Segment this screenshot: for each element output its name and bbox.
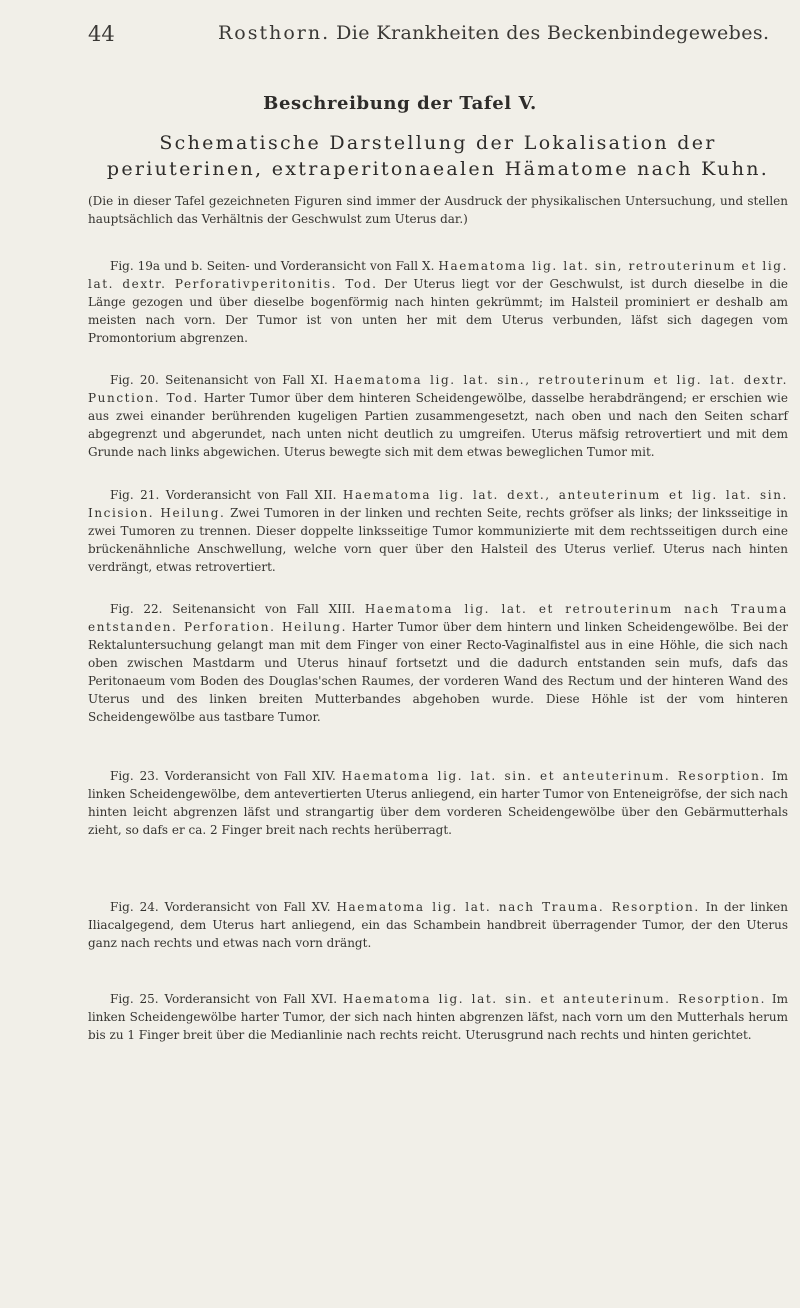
figure-intro: Fig. 19a und b. Seiten- und Vorderansicht von Fall X. [110, 259, 435, 273]
running-header [88, 22, 800, 48]
figure-text: Der Uterus liegt vor der Geschwulst, ist durch dieselbe in die Länge gezogen und über dieselbe bogenförmig nach hinten gekrümmt; im Halsteil prominiert er deshalb am meisten nach vorn. Der Tumor ist von unten her mit dem Uterus verbunden, läfst sich dagegen vom Promontorium abgrenzen. [88, 277, 789, 345]
figure-diagnosis: Haematoma lig. lat. et retrouterinum nach Trauma entstanden. Perforation. Heilung. [88, 602, 788, 634]
figure-description [88, 898, 788, 952]
figure-description [88, 486, 788, 576]
figure-intro: Fig. 25. Vorderansicht von Fall XVI. [110, 992, 338, 1006]
figure-text: Im linken Scheidengewölbe, dem antevertierten Uterus anliegend, ein harter Tumor von Enteneigröfse, der sich nach hinten leicht abgrenzen läfst und strangartig über dem vorderen Scheidengewölbe über den Gebärmutterhals zieht, so dafs er ca. 2 Finger breit nach rechts herüberragt. [88, 769, 788, 837]
figure-intro: Fig. 24. Vorderansicht von Fall XV. [110, 900, 331, 914]
figure-diagnosis: Haematoma lig. lat. sin, retrouterinum et lig. lat. dextr. Perforativperitonitis. Tod. [88, 259, 788, 291]
figure-diagnosis: Haematoma lig. lat. dext., anteuterinum et lig. lat. sin. Incision. Heilung. [88, 488, 788, 520]
figure-diagnosis: Haematoma lig. lat. sin., retrouterinum et lig. lat. dextr. Punction. Tod. [88, 373, 788, 405]
plate-subtitle: Schematische Darstellung der Lokalisation der periuterinen, extraperitonaealen Hämatome nach Kuhn. [106, 132, 770, 180]
running-title [218, 22, 769, 44]
figure-diagnosis: Haematoma lig. lat. sin. et anteuterinum. Resorption. [342, 992, 766, 1006]
running-title-text: Die Krankheiten des Beckenbindegewebes. [336, 22, 770, 44]
figure-text: In der linken Iliacalgegend, dem Uterus hart anliegend, ein das Schambein handbreit überragender Tumor, der den Uterus ganz nach rechts und etwas nach vorn drängt. [88, 900, 788, 950]
figure-intro: Fig. 23. Vorderansicht von Fall XIV. [110, 769, 336, 783]
figure-intro: Fig. 22. Seitenansicht von Fall XIII. [110, 602, 356, 616]
figure-description [88, 371, 788, 461]
figure-diagnosis: Haematoma lig. lat. nach Trauma. Resorption. [336, 900, 700, 914]
figure-description [88, 990, 788, 1044]
plate-title: Beschreibung der Tafel V. [263, 93, 537, 114]
figure-text: Harter Tumor über dem hintern und linken Scheidengewölbe. Bei der Rektaluntersuchung gelangt man mit dem Finger von einer Recto-Vaginalfistel aus in eine Höhle, die sich nach oben zwischen Mastdarm und Uterus hinauf fortsetzt und die dadurch entstanden sein mufs, dafs das Peritonaeum vom Boden des Douglas'schen Raumes, der vorderen Wand des Rectum und der hinteren Wand des Uterus und des linken breiten Mutterbandes abgehoben wurde. Diese Höhle ist der vom hinteren Scheidengewölbe aus tastbare Tumor. [88, 620, 788, 724]
figure-description [88, 600, 788, 726]
figure-diagnosis: Haematoma lig. lat. sin. et anteuterinum. Resorption. [341, 769, 766, 783]
plate-note: (Die in dieser Tafel gezeichneten Figuren sind immer der Ausdruck der physikalischen Untersuchung, und stellen hauptsächlich das Verhältnis der Geschwulst zum Uterus dar.) [88, 194, 788, 226]
figure-description [88, 767, 788, 839]
author-name: Rosthorn. [218, 22, 331, 44]
figure-text: Zwei Tumoren in der linken und rechten Seite, rechts gröfser als links; der linksseitige in zwei Tumoren zu trennen. Dieser doppelte linksseitige Tumor kommunizierte mit dem rechtsseitigen durch eine brückenähnliche Anschwellung, welche vorn quer über den Halsteil des Uterus verlief. Uterus nach hinten verdrängt, etwas retrovertiert. [88, 506, 788, 574]
figure-text: Im linken Scheidengewölbe harter Tumor, der sich nach hinten abgrenzen läfst, nach vorn um den Mutterhals herum bis zu 1 Finger breit über die Medianlinie nach rechts reicht. Uterusgrund nach rechts und hinten gerichtet. [88, 992, 788, 1042]
figure-intro: Fig. 21. Vorderansicht von Fall XII. [110, 488, 337, 502]
figure-description [88, 257, 788, 347]
figure-text: Harter Tumor über dem hinteren Scheidengewölbe, dasselbe herabdrängend; er erschien wie aus zwei einander berührenden kugeligen Partien zusammengesetzt, nach oben und nach den Seiten scharf abgegrenzt und abgerundet, nach unten nicht deutlich zu umgreifen. Uterus mäfsig retrovertiert und mit dem Grunde nach links abgewichen. Uterus bewegte sich mit dem etwas beweglichen Tumor mit. [88, 391, 788, 459]
figure-intro: Fig. 20. Seitenansicht von Fall XI. [110, 373, 328, 387]
page-number: 44 [88, 22, 115, 46]
